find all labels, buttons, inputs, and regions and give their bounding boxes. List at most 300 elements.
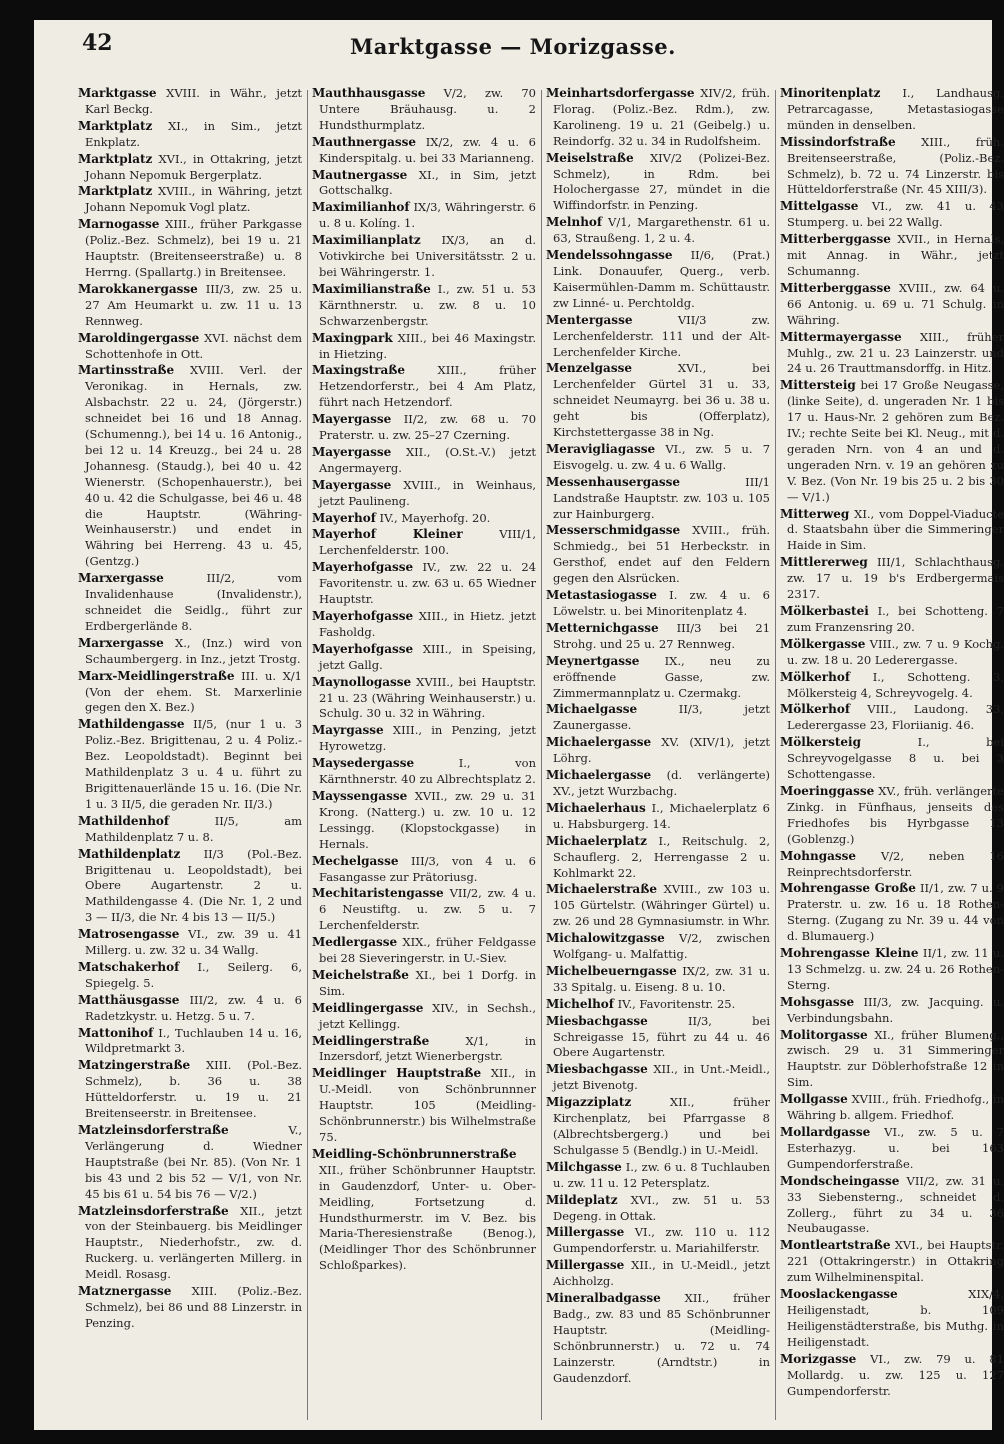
entry-description: XV., früh. verlängerte Zinkg. in Fünfhaus, jenseits des Friedhofes bis Hyrbgasse 13 (Goblenzg.)	[787, 783, 1004, 846]
entry-description: XIII., in Penzing, jetzt Hyrowetzg.	[319, 723, 536, 754]
street-name: Millergasse	[546, 1225, 625, 1240]
directory-entry	[312, 1034, 536, 1066]
entry-description: XII., jetzt von der Steinbauerg. bis Meidlinger Hauptstr., Niederhofstr., zw. d. Ruckerg. u. verlängerten Millerg. in Meidl. Rosasg.	[85, 1203, 302, 1282]
entry-description: XIII., bei 46 Maxingstr. in Hietzing.	[319, 330, 537, 361]
page-number: 42	[82, 30, 113, 56]
entry-description: XII., in Unt.-Meidl., jetzt Bivenotg.	[553, 1062, 771, 1093]
directory-entry	[312, 789, 536, 853]
street-name: Mauthnergasse	[312, 134, 417, 149]
columns	[78, 86, 1004, 1426]
entry-description: III/1, Schlachthausg. zw. 17 u. 19 b's Erdbergermais 2317.	[787, 555, 1004, 602]
street-name: Matschakerhof	[78, 959, 180, 974]
entry-description: XVII., zw. 29 u. 31 Krong. (Natterg.) u. zw. 10 u. 12 Lessingg. (Klopstockgasse) in Hernals.	[319, 788, 536, 851]
entry-description: XII., früher Kirchenplatz, bei Pfarrgasse 8 (Albrechtsbergerg.) und bei Schulgasse 5 (Bendlg.) in U.-Meidl.	[553, 1095, 771, 1157]
entry-description: II/3, bei Schreigasse 15, führt zu 44 u. 46 Obere Augartenstr.	[553, 1013, 770, 1060]
street-name: Mohsgasse	[780, 994, 855, 1009]
street-name: Marxergasse	[78, 635, 164, 650]
street-name: Mollgasse	[780, 1092, 848, 1107]
street-name: Marktgasse	[78, 86, 157, 100]
street-name: Meichelstraße	[312, 967, 409, 982]
entry-description: XIV/2 (Polizei-Bez. Schmelz), in Rdm. bei Holochergasse 27, mündet in die Wiffindorfstr. in Penzing.	[553, 150, 770, 213]
directory-entry	[78, 636, 302, 668]
street-name: Matzingerstraße	[78, 1058, 191, 1073]
entry-description: (d. verlängerte) XV., jetzt Wurzbachg.	[553, 768, 771, 798]
street-name: Mendelssohngasse	[546, 248, 673, 263]
directory-entry	[546, 215, 770, 247]
street-name: Maximilianplatz	[312, 233, 421, 248]
directory-entry	[312, 331, 536, 363]
entry-description: I., zw. 51 u. 53 Kärnthnerstr. u. zw. 8 u. 10 Schwarzenbergstr.	[319, 281, 537, 328]
street-name: Meidlinger Hauptstraße	[312, 1066, 482, 1081]
directory-entry	[546, 248, 770, 312]
directory-entry	[546, 1014, 770, 1062]
directory-entry	[780, 670, 1004, 702]
directory-entry	[312, 445, 536, 477]
directory-entry	[78, 1204, 302, 1284]
entry-description: II/3 (Pol.-Bez. Brigittenau u. Leopoldstadt), bei Obere Augartenstr. 2 u. Mathildengasse 4. (Die Nr. 1, 2 und 3 — II/3, die Nr. 4 bis 13 — II/5.)	[85, 846, 302, 925]
street-name: Marxergasse	[78, 571, 164, 586]
street-name: Mauthhausgasse	[312, 86, 426, 100]
street-name: Michaelerhaus	[546, 800, 646, 815]
street-name: Mayssengasse	[312, 788, 408, 803]
directory-entry	[780, 378, 1004, 505]
directory-entry	[546, 86, 770, 150]
street-name: Metternichgasse	[546, 620, 659, 635]
entry-description: V/2, neben 16 Reinprechtsdorferstr.	[787, 848, 1004, 879]
street-name: Metastasiogasse	[546, 588, 657, 603]
directory-entry	[546, 1258, 770, 1290]
street-name: Meidlingergasse	[312, 1000, 424, 1015]
street-name: Mineralbadgasse	[546, 1291, 661, 1306]
street-name: Miesbachgasse	[546, 1013, 648, 1028]
column-2	[312, 86, 536, 1426]
directory-entry	[780, 555, 1004, 603]
directory-entry	[546, 442, 770, 474]
street-name: Mondscheingasse	[780, 1173, 900, 1188]
directory-entry	[780, 637, 1004, 669]
directory-entry	[780, 86, 1004, 134]
entry-description: I., Tuchlauben 14 u. 16, Wildpretmarkt 3.	[85, 1025, 303, 1056]
entry-description: XVIII., früh. Friedhofg., in Währing b. allgem. Friedhof.	[787, 1092, 1004, 1123]
street-name: Marx-Meidlingerstraße	[78, 668, 235, 683]
entry-description: IX/3, Währingerstr. 6 u. 8 u. Kolíng. 1.	[319, 200, 536, 231]
entry-description: V/1, Margarethenstr. 61 u. 63, Straußeng. 1, 2 u. 4.	[553, 215, 770, 246]
street-name: Michaelerstraße	[546, 882, 657, 897]
entry-description: III/3 bei 21 Strohg. und 25 u. 27 Rennweg.	[553, 620, 771, 651]
entry-description: XIII., früh. Breitenseerstraße, (Poliz.-Bez. Schmelz), b. 72 u. 74 Linzerstr. bis Hütteldorferstraße (Nr. 45 XIII/3).	[787, 134, 1004, 197]
directory-entry	[312, 527, 536, 559]
directory-entry	[780, 1028, 1004, 1092]
entry-description: II/2, zw. 68 u. 70 Praterstr. u. zw. 25–27 Czerning.	[319, 412, 537, 443]
street-name: Meidling-Schönbrunnerstraße	[312, 1146, 517, 1161]
directory-entry	[312, 756, 536, 788]
street-name: Michalowitzgasse	[546, 931, 665, 946]
street-name: Mohrengasse Große	[780, 881, 916, 896]
entry-description: VIII., Laudong. 33, Lederergasse 23, Floriianig. 46.	[787, 702, 1004, 733]
street-name: Mittersteig	[780, 378, 856, 393]
entry-description: VI., zw. 39 u. 41 Millerg. u. zw. 32 u. 34 Wallg.	[85, 927, 302, 958]
street-name: Mölkersteig	[780, 735, 861, 750]
entry-description: XVIII., zw. 64 u. 66 Antonig. u. 69 u. 71 Schulg. in Währing.	[787, 280, 1004, 327]
entry-description: V., Verlängerung d. Wiedner Hauptstraße (bei Nr. 85). (Von Nr. 1 bis 43 und 2 bis 52 — V/1, von Nr. 45 bis 61 u. 54 bis 76 — V/2.)	[85, 1123, 302, 1201]
street-name: Menzelgasse	[546, 361, 632, 376]
entry-description: XVI., bei Lerchenfelder Gürtel 31 u. 33, schneidet Neumayrg. bei 36 u. 38 u. geht bis (Offerplatz), Kirchstettergasse 38 in Ng.	[553, 361, 770, 440]
street-name: Mautnergasse	[312, 167, 408, 182]
directory-entry	[78, 1026, 302, 1058]
directory-entry	[780, 702, 1004, 734]
entry-description: IX/2, zw. 4 u. 6 Kinderspitalg. u. bei 33 Marianneng.	[319, 134, 536, 165]
directory-entry	[546, 313, 770, 361]
directory-entry	[312, 609, 536, 641]
entry-description: VII/3 zw. Lerchenfelderstr. 111 und der Alt-Lerchenfelder Kirche.	[553, 312, 770, 359]
street-name: Michaelergasse	[546, 768, 652, 783]
directory-entry	[546, 588, 770, 620]
directory-entry	[78, 717, 302, 812]
street-name: Meynertgasse	[546, 653, 640, 668]
entry-description: I., zw. 6 u. 8 Tuchlauben u. zw. 11 u. 12 Petersplatz.	[553, 1159, 770, 1190]
street-name: Meravigliagasse	[546, 441, 656, 456]
street-name: Mathildengasse	[78, 717, 185, 732]
street-name: Mattonihof	[78, 1025, 154, 1040]
street-name: Maysedergasse	[312, 756, 415, 771]
street-name: Mayerhofgasse	[312, 641, 414, 656]
directory-entry	[780, 1287, 1004, 1351]
street-name: Michaelergasse	[546, 735, 652, 750]
directory-entry	[78, 217, 302, 281]
entry-description: XIII., früher Hetzendorferstr., bei 4 Am Platz, führt nach Hetzendorf.	[319, 363, 537, 410]
directory-entry	[78, 119, 302, 151]
entry-description: VII/2, zw. 31 u. 33 Siebensterng., schneidet d. Zollerg., führt zu 34 u. 36 Neubaugasse.	[787, 1173, 1004, 1236]
entry-description: IV., zw. 22 u. 24 Favoritenstr. u. zw. 63 u. 65 Wiedner Hauptstr.	[319, 560, 537, 607]
directory-entry	[312, 854, 536, 886]
entry-description: IV., Mayerhofg. 20.	[379, 510, 491, 525]
directory-entry	[78, 363, 302, 570]
directory-entry	[78, 847, 302, 927]
street-name: Meiselstraße	[546, 150, 634, 165]
directory-entry	[312, 135, 536, 167]
street-name: Mayerhofgasse	[312, 560, 414, 575]
entry-description: III/3, von 4 u. 6 Fasangasse zur Prätoriusg.	[319, 853, 537, 884]
directory-entry	[78, 927, 302, 959]
directory-entry	[312, 886, 536, 934]
street-name: Messerschmidgasse	[546, 523, 681, 538]
directory-entry	[312, 511, 536, 527]
street-name: Maxingstraße	[312, 363, 406, 378]
entry-description: XVIII., bei Hauptstr. 21 u. 23 (Währing Weinhauserstr.) u. Schulg. 30 u. 32 in Währing.	[319, 674, 537, 721]
directory-entry	[78, 993, 302, 1025]
directory-entry	[312, 968, 536, 1000]
directory-entry	[312, 478, 536, 510]
street-name: Messenhausergasse	[546, 474, 681, 489]
entry-description: XIII. (Pol.-Bez. Schmelz), b. 36 u. 38 Hütteldorferstr. u. 19 u. 21 Breitenseerstr. in Breitensee.	[85, 1058, 303, 1121]
entry-description: VI., zw. 79 u. 81 Mollardg. u. zw. 125 u. 127 Gumpendorferstr.	[787, 1351, 1004, 1398]
street-name: Mittlererweg	[780, 555, 868, 570]
street-name: Mayergasse	[312, 444, 392, 459]
directory-entry	[546, 882, 770, 930]
street-name: Maxingpark	[312, 330, 393, 345]
entry-description: VI., zw. 5 u. 7 Eisvogelg. u. zw. 4 u. 6 Wallg.	[553, 441, 771, 472]
directory-entry	[312, 86, 536, 134]
street-name: Molitorgasse	[780, 1027, 868, 1042]
directory-entry	[546, 361, 770, 441]
street-name: Mentergasse	[546, 312, 633, 327]
entry-description: III/1 Landstraße Hauptstr. zw. 103 u. 105 zur Hainburgerg.	[553, 474, 770, 521]
directory-entry	[780, 1125, 1004, 1173]
entry-description: XVI., bei Hauptstr. 221 (Ottakringerstr.) in Ottakring zum Wilhelminenspital.	[787, 1238, 1004, 1285]
street-name: Matthäusgasse	[78, 992, 180, 1007]
street-name: Michaelerplatz	[546, 833, 647, 848]
entry-description: I., Seilerg. 6, Spiegelg. 5.	[85, 959, 303, 990]
entry-description: bei 17 Große Neugasse, (linke Seite), d. ungeraden Nr. 1 bis 17 u. Haus-Nr. 2 gehören zum Bez. IV.; rechte Seite bei Kl. Neug., mit d. geraden Nrn. von 4 an und d. ungeraden Nrn. v. 19 an gehören zu V. Bez. (Von Nr. 19 bis 25 u. 2 bis 30 — V/1.)	[787, 378, 1004, 504]
street-name: Marktplatz	[78, 118, 153, 133]
street-name: Maroldingergasse	[78, 330, 200, 345]
entry-description: VII/2, zw. 4 u. 6 Neustiftg. u. zw. 5 u. 7 Lerchenfelderstr.	[319, 886, 536, 933]
directory-entry	[780, 1174, 1004, 1238]
directory-entry	[780, 849, 1004, 881]
entry-description: V/2, zw. 70 Untere Bräuhausg. u. 2 Hundsthurmplatz.	[319, 86, 537, 132]
directory-entry	[312, 1001, 536, 1033]
entry-description: II/3, jetzt Zaunergasse.	[553, 702, 771, 733]
directory-entry	[546, 801, 770, 833]
entry-description: XIV., in Sechsh., jetzt Kellingg.	[319, 1000, 536, 1031]
page-sheet	[34, 20, 1004, 1430]
directory-entry	[312, 935, 536, 967]
entry-description: VI., zw. 5 u. 7 Esterhazyg. u. bei 163 Gumpendorferstraße.	[787, 1125, 1004, 1171]
street-name: Michelbeuerngasse	[546, 963, 677, 978]
entry-description: XII., in U.-Meidl., jetzt Aichholzg.	[553, 1258, 770, 1289]
street-name: Mayerhof	[312, 510, 376, 525]
street-name: Mayerhof Kleiner	[312, 527, 463, 542]
street-name: Mathildenhof	[78, 813, 170, 828]
directory-entry	[780, 995, 1004, 1027]
directory-entry	[546, 702, 770, 734]
directory-entry	[780, 946, 1004, 994]
directory-entry	[780, 281, 1004, 329]
entry-description: XVI., in Ottakring, jetzt Johann Nepomuk Bergerplatz.	[85, 151, 302, 182]
column-divider	[775, 90, 776, 1420]
entry-description: XI., in Sim, jetzt Gottschalkg.	[319, 167, 536, 198]
directory-entry	[78, 960, 302, 992]
entry-description: XI., früher Blumeng., zwisch. 29 u. 31 Simmeringer Hauptstr. zur Döblerhofstraße 12 in Sim.	[787, 1027, 1004, 1090]
entry-description: III/3, zw. 25 u. 27 Am Heumarkt u. zw. 11 u. 13 Rennweg.	[85, 281, 302, 328]
street-name: Millergasse	[546, 1258, 625, 1273]
entry-description: III/2, vom Invalidenhause (Invalidenstr.), schneidet die Seidlg., führt zur Erdbergerlände 8.	[85, 571, 302, 633]
directory-entry	[780, 604, 1004, 636]
street-name: Mechitaristengasse	[312, 886, 444, 901]
entry-description: XVIII. Verl. der Veronikag. in Hernals, zw. Alsbachstr. 22 u. 24, (Jörgerstr.) schneidet bei 16 und 18 Annag. (Schumenng.), bei 14 u. 16 Antonig., bei 12 u. 14 Kreuzg., bei 24 u. 28 Johannesg. (Staudg.), bei 40 u. 42 Wienerstr. (Schopenhauerstr.), bei 40 u. 42 die Schulgasse, bei 46 u. 48 die Hauptstr. (Währing-Weinhauserstr.) und endet in Währing bei Herreng. 43 u. 45, (Gentzg.)	[85, 363, 303, 569]
entry-description: XVII., in Hernals, mit Annag. in Währ., jetzt Schumanng.	[787, 232, 1004, 278]
column-3	[546, 86, 770, 1426]
street-name: Melnhof	[546, 215, 603, 230]
entry-description: I., Landhausg. Petrarcagasse, Metastasiogasse münden in denselben.	[787, 86, 1004, 132]
entry-description: XVI. nächst dem Schottenhofe in Ott.	[85, 330, 302, 361]
directory-entry	[780, 881, 1004, 945]
street-name: Montleartstraße	[780, 1238, 891, 1253]
entry-description: III. u. X/1 (Von der ehem. St. Marxerlinie gegen den X. Bez.)	[85, 668, 302, 715]
entry-description: XVIII., in Weinhaus, jetzt Paulineng.	[319, 477, 537, 508]
directory-entry	[780, 232, 1004, 280]
street-name: Missindorfstraße	[780, 134, 896, 149]
entry-description: X/1, in Inzersdorf, jetzt Wienerbergstr.	[319, 1033, 536, 1064]
directory-entry	[312, 1147, 536, 1274]
street-name: Mayerhofgasse	[312, 609, 414, 623]
column-1	[78, 86, 302, 1426]
entry-description: XII., früher Schönbrunner Hauptstr. in Gaudenzdorf, Unter- u. Ober-Meidling, Fortsetzung d. Hundsthurmerstr. im V. Bez. bis Maria-Theresienstraße (Benog.), (Meidlinger Thor des Schönbrunner Schloßparkes).	[319, 1162, 536, 1273]
entry-description: III/2, zw. 4 u. 6 Radetzkystr. u. Hetzg. 5 u. 7.	[85, 992, 302, 1023]
street-name: Mitterweg	[780, 506, 850, 521]
street-name: Mathildenplatz	[78, 846, 181, 861]
entry-description: IX/3, an d. Votivkirche bei Universitätsstr. 2 u. bei Währingerstr. 1.	[319, 233, 537, 279]
street-name: Marktplatz	[78, 184, 153, 199]
entry-description: II/6, (Prat.) Link. Donauufer, Querg., verb. Kaisermühlen-Damm m. Schüttaustr. zw Linné- u. Perchtoldg.	[553, 248, 770, 310]
entry-description: XVIII., früh. Schmiedg., bei 51 Herbeckstr. in Gersthof, endet auf den Feldern gegen den Alsrücken.	[553, 523, 771, 586]
entry-description: XII., in U.-Meidl. von Schönbrunnner Hauptstr. 105 (Meidling-Schönbrunnerstr.) bis Wilhelmstraße 75.	[319, 1066, 536, 1144]
street-name: Moeringgasse	[780, 783, 875, 798]
street-name: Minoritenplatz	[780, 86, 881, 100]
directory-entry	[546, 1160, 770, 1192]
directory-entry	[78, 184, 302, 216]
directory-entry	[78, 571, 302, 635]
street-name: Meinhartsdorfergasse	[546, 86, 695, 100]
directory-entry	[78, 331, 302, 363]
entry-description: XIX., früher Feldgasse bei 28 Sieveringerstr. in U.-Siev.	[319, 935, 536, 966]
directory-entry	[546, 834, 770, 882]
entry-description: V/2, zwischen Wolfgang- u. Malfattig.	[553, 931, 770, 962]
directory-entry	[780, 1238, 1004, 1286]
entry-description: II/5, (nur 1 u. 3 Poliz.-Bez. Brigittenau, 2 u. 4 Poliz.-Bez. Leopoldstadt). Beginnt bei Mathildenplatz 3 u. 4 u. führt zu Brigittenauerlände 15 u. 16. (Die Nr. 1 u. 3 II/5, die geraden Nr. II/3.)	[85, 717, 303, 811]
directory-entry	[312, 233, 536, 281]
directory-entry	[546, 654, 770, 702]
directory-entry	[78, 669, 302, 717]
entry-description: III/3, zw. Jacquing. u. Verbindungsbahn.	[787, 994, 1004, 1025]
street-name: Marnogasse	[78, 217, 160, 232]
entry-description: XI., vom Doppel-Viaducte d. Staatsbahn über die Simmeringer Haide in Sim.	[787, 506, 1004, 553]
directory-entry	[546, 1225, 770, 1257]
street-name: Mittermayergasse	[780, 329, 902, 344]
directory-entry	[780, 199, 1004, 231]
directory-entry	[780, 1352, 1004, 1400]
entry-description: II/5, am Mathildenplatz 7 u. 8.	[85, 813, 302, 844]
directory-entry	[312, 412, 536, 444]
entry-description: I., bei Schotteng. 7 zum Franzensring 20.	[787, 604, 1004, 634]
street-name: Mohngasse	[780, 848, 857, 863]
directory-entry	[546, 931, 770, 963]
directory-entry	[312, 1066, 536, 1146]
entry-description: XVIII., zw 103 u. 105 Gürtelstr. (Währinger Gürtel) u. zw. 26 und 28 Gymnasiumstr. in Whr.	[553, 882, 771, 929]
entry-description: XVIII., in Währing, jetzt Johann Nepomuk Vogl platz.	[85, 184, 302, 215]
column-4	[780, 86, 1004, 1426]
entry-description: I., Michaelerplatz 6 u. Habsburgerg. 14.	[553, 800, 770, 831]
directory-entry	[546, 475, 770, 523]
directory-entry	[78, 1284, 302, 1332]
entry-description: XIII., früher Parkgasse (Poliz.-Bez. Schmelz), bei 19 u. 21 Hauptstr. (Breitenseerstraße) u. 8 Herrng. (Spallartg.) in Breitensee.	[85, 217, 302, 279]
directory-entry	[546, 1062, 770, 1094]
street-name: Maximilianhof	[312, 200, 410, 215]
entry-description: II/1, zw. 7 u. 9 Praterstr. u. zw. 16 u. 18 Rothen-Sterng. (Zugang zu Nr. 39 u. 44 von d. Blumauerg.)	[787, 881, 1004, 944]
directory-entry	[546, 621, 770, 653]
street-name: Mechelgasse	[312, 853, 399, 868]
directory-entry	[312, 642, 536, 674]
entry-description: XVIII. in Währ., jetzt Karl Beckg.	[85, 86, 302, 116]
entry-description: VIII/1, Lerchenfelderstr. 100.	[319, 527, 537, 558]
directory-entry	[546, 1291, 770, 1386]
street-name: Mayergasse	[312, 412, 392, 427]
directory-entry	[546, 735, 770, 767]
directory-entry	[546, 997, 770, 1013]
street-name: Migazziplatz	[546, 1095, 632, 1110]
street-name: Matzleinsdorferstraße	[78, 1123, 229, 1137]
entry-description: VIII., zw. 7 u. 9 Kochg. u. zw. 18 u. 20 Lederergasse.	[787, 636, 1004, 667]
directory-entry	[546, 151, 770, 215]
street-name: Mollardgasse	[780, 1125, 871, 1139]
street-name: Mayergasse	[312, 477, 392, 492]
directory-entry	[78, 814, 302, 846]
street-name: Mayrgasse	[312, 723, 384, 738]
directory-entry	[312, 675, 536, 723]
street-name: Maynollogasse	[312, 674, 412, 689]
entry-description: VI., zw. 41 u. 43 Stumperg. u. bei 22 Wallg.	[787, 199, 1004, 230]
street-name: Mölkerbastei	[780, 604, 869, 618]
street-name: Matzleinsdorferstraße	[78, 1203, 229, 1218]
column-divider	[541, 90, 542, 1420]
entry-description: I., Schotteng. 3, Mölkersteig 4, Schreyvogelg. 4.	[787, 669, 1004, 700]
street-name: Mooslackengasse	[780, 1287, 898, 1302]
directory-entry	[78, 152, 302, 184]
column-divider	[307, 90, 308, 1420]
entry-description: IX/2, zw. 31 u. 33 Spitalg. u. Eiseng. 8 u. 10.	[553, 963, 771, 994]
street-name: Mölkergasse	[780, 636, 866, 651]
street-name: Mohrengasse Kleine	[780, 946, 919, 961]
directory-entry	[780, 1092, 1004, 1124]
entry-description: IX., neu zu eröffnende Gasse, zw. Zimmermannplatz u. Czermakg.	[553, 653, 771, 700]
street-name: Medlergasse	[312, 935, 398, 950]
directory-entry	[312, 560, 536, 608]
street-name: Matznergasse	[78, 1284, 172, 1299]
directory-entry	[546, 1095, 770, 1159]
street-name: Morizgasse	[780, 1351, 857, 1366]
directory-entry	[780, 784, 1004, 848]
entry-description: XIII., früher Muhlg., zw. 21 u. 23 Lainzerstr. und 24 u. 26 Trauttmansdorffg. in Hitz.	[787, 329, 1004, 376]
entry-description: XI., in Sim., jetzt Enkplatz.	[85, 118, 302, 149]
running-head: Marktgasse — Morizgasse.	[350, 34, 676, 59]
street-name: Mitterberggasse	[780, 232, 891, 247]
entry-description: XV. (XIV/1), jetzt Löhrg.	[553, 735, 771, 766]
street-name: Mölkerhof	[780, 702, 851, 717]
directory-entry	[312, 723, 536, 755]
street-name: Matrosengasse	[78, 927, 180, 942]
entry-description: XVI., zw. 51 u. 53 Degeng. in Ottak.	[553, 1192, 770, 1223]
directory-entry	[546, 768, 770, 800]
street-name: Martinsstraße	[78, 363, 175, 378]
street-name: Mildeplatz	[546, 1192, 618, 1207]
entry-description: XIII., in Hietz. jetzt Fasholdg.	[319, 609, 536, 639]
street-name: Marktplatz	[78, 151, 153, 166]
directory-entry	[546, 1193, 770, 1225]
directory-entry	[312, 168, 536, 200]
street-name: Michelhof	[546, 996, 614, 1011]
street-name: Milchgasse	[546, 1159, 622, 1174]
street-name: Mölkerhof	[780, 669, 851, 684]
street-name: Mittelgasse	[780, 199, 859, 214]
entry-description: XII., früher Badg., zw. 83 und 85 Schönbrunner Hauptstr. (Meidling-Schönbrunnerstr.) u. 72 u. 74 Lainzerstr. (Arndtstr.) in Gaudenzdorf.	[553, 1291, 770, 1385]
directory-entry	[78, 86, 302, 118]
directory-entry	[78, 282, 302, 330]
entry-description: X., (Inz.) wird von Schaumbergerg. in Inz., jetzt Trostg.	[85, 635, 303, 666]
street-name: Michaelgasse	[546, 702, 638, 717]
entry-description: I., bei Schreyvogelgasse 8 u. bei 3 Schottengasse.	[787, 735, 1004, 782]
directory-entry	[78, 1123, 302, 1203]
entry-description: I., Reitschulg. 2, Schauflerg. 2, Herrengasse 2 u. Kohlmarkt 22.	[553, 833, 770, 880]
